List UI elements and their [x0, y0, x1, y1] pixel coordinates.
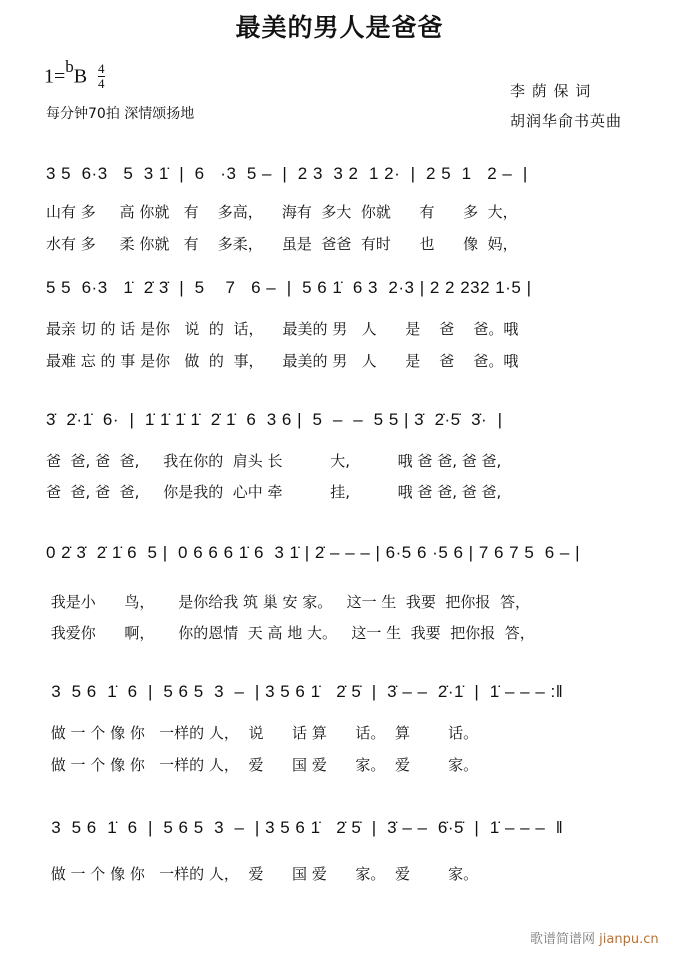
lyrics-line-2-verse-2: 最难 忘 的 事 是你 做 的 事， 最美的 男 人 是 爸 爸。哦	[46, 352, 519, 370]
notation-line-1: 3 5 6·3 5 3 1̇ | 6 ·3 5 – | 2 3 3 2 1 2· | 2 5 1 2 – |	[46, 164, 528, 183]
time-top: 4	[98, 61, 105, 76]
lyrics-line-1-verse-2: 水有 多 柔 你就 有 多柔， 虽是 爸爸 有时 也 像 妈，	[46, 235, 518, 253]
lyrics-line-4-verse-1: 我是小 鸟， 是你给我 筑 巢 安 家。 这一 生 我要 把你报 答，	[46, 593, 530, 611]
watermark-url: jianpu.cn	[599, 932, 659, 947]
notation-line-5: 3 5 6 1̇ 6 | 5 6 5 3 – | 3 5 6 1̇ 2̇ 5̇ | 3̇ – – 2̇·1̇ | 1̇ – – – :‖	[46, 682, 564, 701]
lyrics-line-1-verse-1: 山有 多 高 你就 有 多高， 海有 多大 你就 有 多 大，	[46, 203, 518, 221]
lyrics-line-3-verse-2: 爸 爸, 爸 爸, 你是我的 心中 牵 挂, 哦 爸 爸, 爸 爸,	[46, 483, 502, 501]
notation-line-4: 0 2̇ 3̇ 2̇ 1̇ 6 5 | 0 6 6 6 1̇ 6 3 1̇ | 2̇ – – – | 6·5 6 ·5 6 | 7 6 7 5 6 – |	[46, 543, 581, 562]
watermark-cn: 歌谱简谱网	[530, 932, 596, 947]
watermark	[530, 928, 659, 947]
lyrics-line-6: 做 一 个 像 你 一样的 人， 爱 国 爱 家。 爱 家。	[46, 865, 479, 883]
flat-sign: b	[65, 57, 74, 76]
composer: 胡润华俞书英曲	[510, 112, 623, 130]
notation-line-3: 3̇ 2̇·1̇ 6· | 1̇ 1̇ 1̇ 1̇ 2̇ 1̇ 6 3 6 | 5 – – 5 5 | 3̇ 2̇·5̇ 3̇· |	[46, 410, 503, 429]
lyrics-line-5-verse-1: 做 一 个 像 你 一样的 人， 说 话 算 话。 算 话。	[46, 724, 479, 742]
key-signature	[44, 57, 88, 89]
lyrics-line-3-verse-1: 爸 爸, 爸 爸, 我在你的 肩头 长 大, 哦 爸 爸, 爸 爸,	[46, 452, 502, 470]
notation-line-2: 5 5 6·3 1̇ 2̇ 3̇ | 5 7 6 – | 5 6 1̇ 6 3 2·3 | 2 2 232 1·5 |	[46, 278, 532, 297]
lyricist: 李 荫 保 词	[510, 82, 592, 100]
lyrics-line-2-verse-1: 最亲 切 的 话 是你 说 的 话， 最美的 男 人 是 爸 爸。哦	[46, 320, 519, 338]
tempo-marking: 每分钟70拍 深情颂扬地	[46, 106, 195, 122]
time-bottom: 4	[98, 76, 105, 91]
key-prefix: 1=	[44, 65, 66, 88]
time-signature	[98, 62, 105, 91]
lyrics-line-4-verse-2: 我爱你 啊， 你的恩情 天 高 地 大。 这一 生 我要 把你报 答，	[46, 624, 535, 642]
notation-line-6: 3 5 6 1̇ 6 | 5 6 5 3 – | 3 5 6 1̇ 2̇ 5̇ | 3̇ – – 6̇·5̇ | 1̇ – – – ‖	[46, 818, 564, 837]
song-title: 最美的男人是爸爸	[235, 13, 444, 42]
key-note: B	[73, 65, 88, 88]
lyrics-line-5-verse-2: 做 一 个 像 你 一样的 人， 爱 国 爱 家。 爱 家。	[46, 756, 479, 774]
